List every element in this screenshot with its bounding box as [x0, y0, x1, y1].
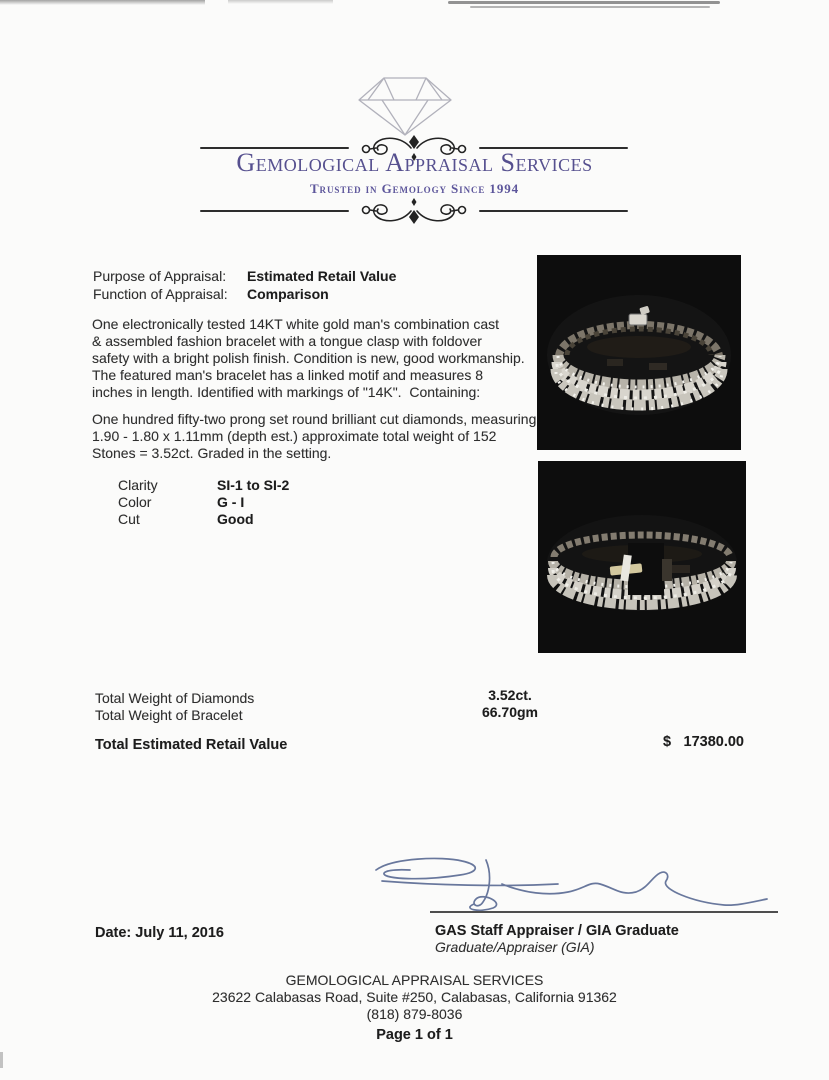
clarity-value: SI-1 to SI-2	[217, 477, 290, 493]
scan-smudge	[0, 1052, 3, 1068]
scan-smudge	[0, 0, 205, 5]
footer-company-name: GEMOLOGICAL APPRAISAL SERVICES	[285, 972, 544, 988]
divider-line	[200, 210, 349, 212]
retail-value-amount	[663, 734, 744, 750]
item-description-paragraph	[92, 316, 562, 401]
cut-label: Cut	[118, 511, 140, 527]
weight-diamonds-label: Total Weight of Diamonds	[95, 690, 255, 706]
color-row	[118, 494, 289, 511]
appraiser-title: GAS Staff Appraiser / GIA Graduate	[435, 923, 679, 939]
text-line: inches in length. Identified with markings of "14K". Containing:	[92, 384, 481, 400]
grades-table	[118, 477, 289, 528]
totals-labels	[95, 690, 254, 724]
text-line: The featured man's bracelet has a linked motif and measures 8	[92, 367, 483, 383]
scroll-flourish-icon	[349, 197, 479, 225]
scan-smudge	[448, 1, 720, 4]
function-row	[93, 286, 396, 304]
scan-smudge	[228, 0, 333, 4]
retail-amount: 17380.00	[683, 734, 744, 750]
currency-symbol: $	[663, 734, 672, 750]
clarity-row	[118, 477, 289, 494]
scan-smudge	[470, 6, 710, 8]
text-line: 1.90 - 1.80 x 1.11mm (depth est.) approximate total weight of 152	[92, 428, 497, 444]
text-line: Stones = 3.52ct. Graded in the setting.	[92, 445, 332, 461]
weight-bracelet-value: 66.70gm	[481, 703, 539, 720]
footer-phone: (818) 879-8036	[366, 1006, 463, 1022]
weight-bracelet-label: Total Weight of Bracelet	[95, 707, 243, 723]
diamond-description-paragraph	[92, 411, 562, 462]
cut-row	[118, 511, 289, 528]
date-label: Date: July 11, 2016	[95, 925, 224, 941]
function-value: Comparison	[247, 285, 329, 302]
purpose-value: Estimated Retail Value	[247, 268, 397, 284]
text-line: One electronically tested 14KT white gold man's combination cast	[92, 316, 500, 332]
appraisal-info-block	[93, 268, 396, 303]
weight-diamonds-value: 3.52ct.	[488, 687, 532, 703]
function-label: Function of Appraisal:	[93, 285, 228, 302]
divider-line	[479, 210, 628, 212]
company-title: Gemological Appraisal Services	[236, 148, 593, 177]
totals-values	[440, 687, 580, 720]
bracelet-side-view-photo	[538, 461, 746, 653]
text-line: safety with a bright polish finish. Condition is new, good workmanship.	[92, 350, 525, 366]
footer-address: 23622 Calabasas Road, Suite #250, Calabasas, California 91362	[212, 989, 617, 1005]
retail-value-label: Total Estimated Retail Value	[95, 737, 288, 753]
company-tagline: Trusted in Gemology Since 1994	[309, 181, 520, 196]
color-value: G - I	[217, 494, 245, 510]
purpose-row	[93, 268, 396, 286]
diamond-logo-icon	[352, 74, 458, 138]
bracelet-top-view-photo	[537, 255, 741, 450]
appraiser-subtitle: Graduate/Appraiser (GIA)	[435, 939, 595, 955]
color-label: Color	[118, 494, 152, 510]
cut-value: Good	[217, 511, 254, 527]
appraiser-signature	[362, 854, 782, 916]
header-divider-bottom	[200, 197, 628, 225]
page-number: Page 1 of 1	[376, 1027, 453, 1043]
text-line: One hundred fifty-two prong set round brilliant cut diamonds, measuring	[92, 411, 537, 427]
clarity-label: Clarity	[118, 477, 158, 493]
signature-line	[430, 911, 778, 913]
text-line: & assembled fashion bracelet with a tongue clasp with foldover	[92, 333, 482, 349]
purpose-label: Purpose of Appraisal:	[93, 268, 227, 284]
